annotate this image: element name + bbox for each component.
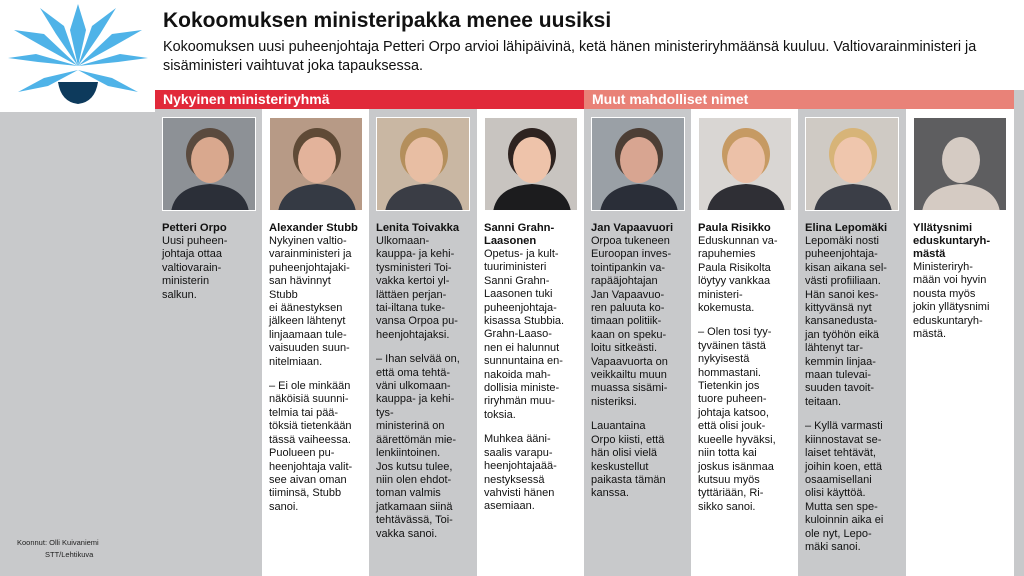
person-description: – Kyllä varmasti kiinnostavat se- laiset tehtävät, joihin koen, että osaamisellani olisi käyttöä. Mutta sen spe- kuloinnin aika ei ole nyt, Lepo- mäki sanoi. — [805, 420, 884, 553]
person-column — [262, 109, 369, 576]
person-description: Ulkomaan- kauppa- ja kehi- tysministeri Toi- vakka kertoi yl- lättäen perjan- tai-iltana tuke- vansa Orpoa pu- heenjohtajaksi. — [376, 235, 458, 341]
person-name: Lenita Toivakka — [376, 222, 460, 234]
person-column — [691, 109, 798, 576]
cornflower-logo-icon — [0, 0, 155, 112]
person-name: Jan Vapaavuori — [591, 222, 674, 234]
person-photo — [698, 117, 792, 211]
person-name: Petteri Orpo — [162, 222, 227, 234]
person-photo — [162, 117, 256, 211]
person-photo — [484, 117, 578, 211]
right-edge — [1014, 90, 1024, 576]
person-name: Sanni Grahn- Laasonen — [484, 222, 555, 247]
person-column — [584, 109, 691, 576]
person-description: Nykyinen valtio- varainministeri ja puheenjohtajaki- san hävinnyt Stubb ei äänestyksen jälkeen lähtenyt linjaamaan tule- vaisuuden suun- nitelmiaan. — [269, 235, 352, 368]
credits — [17, 537, 152, 561]
person-description: Lauantaina Orpo kiisti, että hän olisi vielä keskustellut paikasta tämän kanssa. — [591, 420, 666, 500]
party-logo — [0, 0, 155, 112]
person-column — [155, 109, 262, 576]
person-column — [477, 109, 584, 576]
person-description: Lepomäki nosti puheenjohtaja- kisan aikana sel- västi profiiliaan. Hän sanoi kes- kittyvänsä nyt kansanedusta- jan työhön eikä lähtenyt tar- kemmin linjaa- maan tulevai- suuden tavoit- teitaan. — [805, 235, 887, 408]
person-description: Uusi puheen- johtaja ottaa valtiovarain- ministerin salkun. — [162, 235, 228, 301]
section-band-others: Muut mahdolliset nimet — [584, 90, 1014, 109]
header — [155, 0, 1024, 90]
person-description: Opetus- ja kult- tuuriministeri Sanni Grahn- Laasonen tuki puheenjohtaja- kisassa Stubbia. Grahn-Laaso- nen ei halunnut sunnuntaina en- nakoida mah- dollisia ministe- riryhmän muu- toksia. — [484, 248, 565, 421]
person-name: Alexander Stubb — [269, 222, 358, 234]
person-description: – Ei ole minkään näköisiä suunni- telmia tai pää- töksiä tietenkään tässä vaiheessa. Puolueen pu- heenjohtaja valit- see aivan oman tiiminsä, Stubb sanoi. — [269, 380, 353, 513]
person-name: Paula Risikko — [698, 222, 771, 234]
person-name: Yllätysnimi eduskuntaryh- mästä — [913, 222, 991, 260]
person-photo — [269, 117, 363, 211]
page-title: Kokoomuksen ministeripakka menee uusiksi — [163, 9, 612, 32]
person-photo — [376, 117, 470, 211]
person-description: – Olen tosi tyy- tyväinen tästä nykyisestä hommastani. Tietenkin jos tuore puheen- johtaja katsoo, että olisi jouk- kueelle hyväksi, niin totta kai joskus isänmaa kutsuu myös tyttäriään, Ri- sikko sanoi. — [698, 326, 776, 513]
credits-author: Koonnut: Olli Kuivaniemi — [17, 538, 99, 547]
person-description: Eduskunnan va- rapuhemies Paula Risikolta löytyy vankkaa ministeri- kokemusta. — [698, 235, 778, 315]
person-column — [369, 109, 477, 576]
person-description: Ministeriryh- mään voi hyvin nousta myös jokin yllätysnimi eduskuntaryh- mästä. — [913, 261, 990, 341]
person-column — [906, 109, 1014, 576]
person-name: Elina Lepomäki — [805, 222, 888, 234]
person-photo — [805, 117, 899, 211]
person-description: – Ihan selvää on, että oma tehtä- väni ulkomaan- kauppa- ja kehi- tys- ministerinä on äärettömän mie- lenkiintoinen. Jos kutsu tulee, niin olen ehdot- toman valmis jatkamaan siinä tehtävässä, Toi- vakka sanoi. — [376, 353, 460, 540]
page-subtitle: Kokoomuksen uusi puheenjohtaja Petteri Orpo arvioi lähipäivinä, ketä hänen ministeriryhmäänsä kuuluu. Valtiovarainministeri ja sisäministeri vaihtuvat joka tapauksessa. — [163, 39, 977, 74]
person-photo — [591, 117, 685, 211]
credits-agency: STT/Lehtikuva — [45, 550, 94, 559]
silhouette-placeholder-icon — [913, 117, 1007, 211]
section-band-current: Nykyinen ministeriryhmä — [155, 90, 584, 109]
person-column — [798, 109, 906, 576]
person-description: Orpoa tukeneen Euroopan inves- tointipankin va- rapääjohtajan Jan Vapaavuo- ren paluuta ko- timaan politiik- kaan on speku- loitu sitkeästi. Vapaavuorta on veikkailtu muun muassa sisämi- nisteriksi. — [591, 235, 672, 408]
person-description: Muhkea ääni- saalis varapu- heenjohtajaää- nestyksessä vahvisti hänen asemiaan. — [484, 433, 557, 513]
